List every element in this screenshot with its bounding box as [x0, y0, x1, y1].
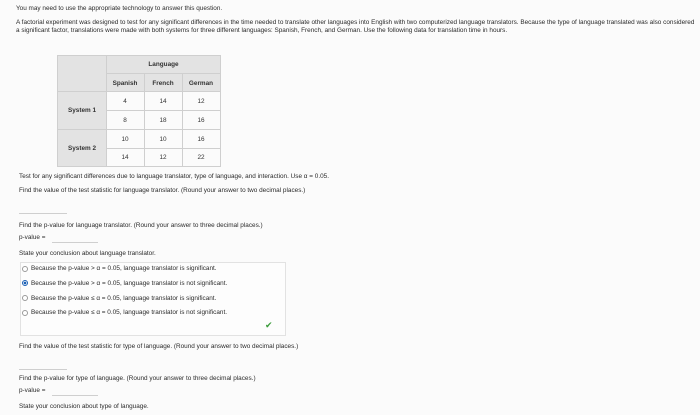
row-label-system-1: System 1: [67, 107, 97, 114]
option-label-3[interactable]: Because the p-value ≤ α = 0.05, language translator is significant.: [31, 295, 217, 302]
table-cell: 14: [159, 98, 167, 105]
pvalue-translator-input[interactable]: [52, 242, 98, 243]
table-cell: 16: [197, 136, 205, 143]
table-cell: 12: [197, 98, 205, 105]
table-cell: 14: [121, 154, 129, 161]
language-header: Language: [148, 61, 179, 68]
table-cell: 10: [121, 136, 129, 143]
table-cell: 10: [159, 136, 167, 143]
technology-note: You may need to use the appropriate technology to answer this question.: [16, 5, 223, 12]
test-statistic-translator-input[interactable]: [19, 213, 67, 214]
table-cell: 22: [197, 154, 205, 161]
test-prompt: Test for any significant differences due to language translator, type of language, and interaction. Use α = 0.05.: [19, 173, 329, 180]
pvalue-label: p-value =: [19, 234, 46, 241]
option-label-2[interactable]: Because the p-value > α = 0.05, language translator is not significant.: [31, 280, 228, 287]
table-cell: 12: [159, 154, 167, 161]
col-header-french: French: [152, 80, 174, 87]
data-table: [57, 55, 221, 167]
row-label-system-2: System 2: [67, 145, 97, 152]
question-test-statistic-language: Find the value of the test statistic for type of language. (Round your answer to two decimal places.): [19, 343, 299, 350]
option-label-1[interactable]: Because the p-value > α = 0.05, language translator is significant.: [31, 265, 217, 272]
table-cell: 8: [123, 117, 127, 124]
problem-intro: A factorial experiment was designed to test for any significant differences in the time needed to translate other languages into English with two computerized language translators. Because the type of language translated was also considered a significant factor, translations were made with both systems for three different languages: Spanish, French, and German. Use the following data for translation time in hours.: [16, 19, 695, 34]
col-header-german: German: [188, 80, 214, 87]
question-conclusion-language: State your conclusion about type of language.: [19, 403, 149, 410]
test-statistic-language-input[interactable]: [19, 369, 67, 370]
option-radio-1[interactable]: [22, 266, 28, 272]
question-test-statistic-translator: Find the value of the test statistic for language translator. (Round your answer to two decimal places.): [19, 187, 306, 194]
correct-check-icon: ✔: [265, 320, 273, 330]
pvalue-language-input[interactable]: [52, 395, 98, 396]
option-radio-2-selected[interactable]: [22, 280, 28, 286]
option-radio-4[interactable]: [22, 310, 28, 316]
col-header-spanish: Spanish: [112, 80, 138, 87]
pvalue-label-2: p-value =: [19, 387, 46, 394]
question-pvalue-translator: Find the p-value for language translator. (Round your answer to three decimal places.): [19, 222, 263, 229]
table-cell: 18: [159, 117, 167, 124]
table-cell: 16: [197, 117, 205, 124]
table-cell: 4: [123, 98, 127, 105]
option-label-4[interactable]: Because the p-value ≤ α = 0.05, language translator is not significant.: [31, 309, 228, 316]
question-pvalue-language: Find the p-value for type of language. (Round your answer to three decimal places.): [19, 375, 256, 382]
option-radio-3[interactable]: [22, 295, 28, 301]
question-conclusion-translator: State your conclusion about language translator.: [19, 250, 156, 257]
